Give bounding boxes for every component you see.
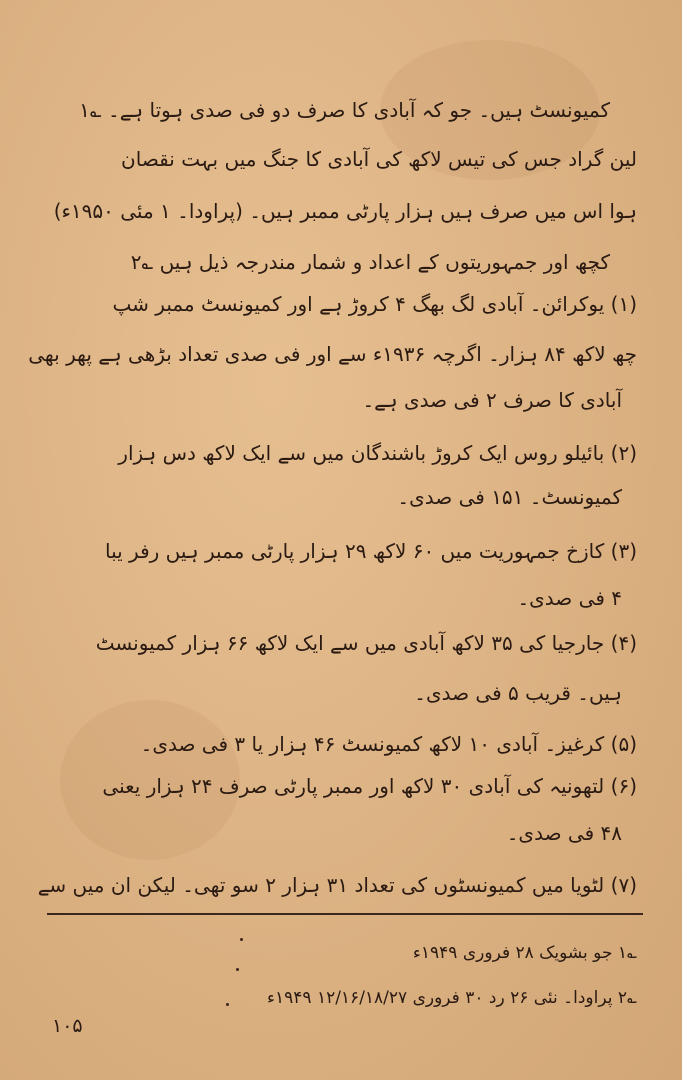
page-number: ۱۰۵ [52, 1015, 83, 1037]
paper-speck [236, 968, 239, 971]
body-line: آبادی کا صرف ۲ فی صدی ہے۔ [362, 388, 622, 412]
footnote-divider [47, 913, 643, 915]
body-line: (۱) یوکرائن۔ آبادی لگ بھگ ۴ کروڑ ہے اور کمیونسٹ ممبر شپ [112, 292, 637, 316]
body-line: (۲) بائیلو روس ایک کروڑ باشندگان میں سے ایک لاکھ دس ہزار [118, 441, 637, 465]
body-line: کمیونسٹ ہیں۔ جو کہ آبادی کا صرف دو فی صدی ہوتا ہے۔ ؎۱ [79, 98, 610, 122]
body-line: ۴ فی صدی۔ [517, 586, 622, 610]
body-line: کمیونسٹ۔ ۱۵۱ فی صدی۔ [397, 485, 622, 509]
body-line: (۵) کرغیز۔ آبادی ۱۰ لاکھ کمیونسٹ ۴۶ ہزار یا ۳ فی صدی۔ [140, 732, 637, 756]
body-line: ۴۸ فی صدی۔ [506, 821, 622, 845]
body-line: ہوا اس میں صرف ہیں ہزار پارٹی ممبر ہیں۔ (پراودا۔ ۱ مئی ۱۹۵۰ء) [53, 199, 637, 223]
body-line: چھ لاکھ ۸۴ ہزار۔ اگرچہ ۱۹۳۶ء سے اور فی صدی تعداد بڑھی ہے پھر بھی [28, 342, 637, 366]
body-line: (۴) جارجیا کی ۳۵ لاکھ آبادی میں سے ایک لاکھ ۶۶ ہزار کمیونسٹ [95, 631, 637, 655]
body-line: (۶) لتھونیہ کی آبادی ۳۰ لاکھ اور ممبر پارٹی صرف ۲۴ ہزار یعنی [102, 774, 637, 798]
body-line: ہیں۔ قریب ۵ فی صدی۔ [414, 681, 622, 705]
body-line: (۷) لٹویا میں کمیونسٹوں کی تعداد ۳۱ ہزار ۲ سو تھی۔ لیکن ان میں سے [37, 873, 637, 897]
footnote: ؎۱ جو بشویک ۲۸ فروری ۱۹۴۹ء [412, 943, 637, 963]
body-line: لین گراد جس کی تیس لاکھ کی آبادی کا جنگ میں بہت نقصان [121, 147, 637, 171]
body-line: (۳) کازخ جمہوریت میں ۶۰ لاکھ ۲۹ ہزار پارٹی ممبر ہیں رفر یبا [105, 539, 637, 563]
footnote: ؎۲ پراودا۔ نئی ۲۶ رد ۳۰ فروری ۱۲/۱۶/۱۸/۲۷ ۱۹۴۹ء [267, 988, 637, 1008]
body-line: کچھ اور جمہوریتوں کے اعداد و شمار مندرجہ ذیل ہیں ؎۲ [130, 250, 610, 274]
